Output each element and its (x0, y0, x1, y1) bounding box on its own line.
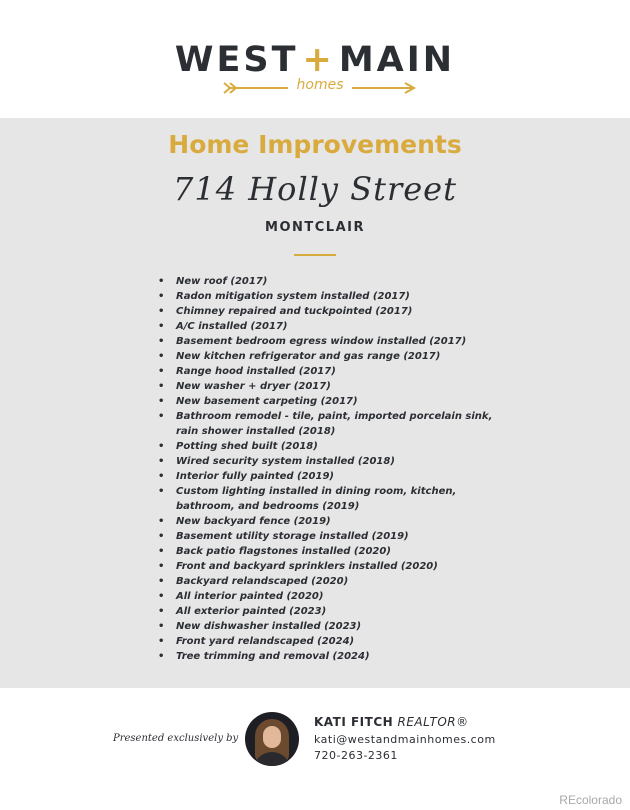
list-item: • New kitchen refrigerator and gas range (2017) (158, 349, 503, 364)
avatar-face (263, 726, 281, 748)
list-item: • New roof (2017) (158, 274, 503, 289)
page-title: Home Improvements (168, 130, 462, 159)
list-item: • Back patio flagstones installed (2020) (158, 544, 503, 559)
agent-name-line (314, 715, 469, 729)
list-item: • All interior painted (2020) (158, 589, 503, 604)
agent-name: KATI FITCH (314, 715, 394, 729)
list-item: • A/C installed (2017) (158, 319, 503, 334)
list-item: • New basement carpeting (2017) (158, 394, 503, 409)
watermark: REcolorado (559, 793, 622, 807)
list-item: • Backyard relandscaped (2020) (158, 574, 503, 589)
agent-title: REALTOR® (397, 715, 469, 729)
list-item: • Front and backyard sprinklers installed (2020) (158, 559, 503, 574)
list-item: • Bathroom remodel - tile, paint, imported porcelain sink, rain shower installed (2018) (158, 409, 503, 439)
list-item: • Potting shed built (2018) (158, 439, 503, 454)
list-item: • Wired security system installed (2018) (158, 454, 503, 469)
list-item: • Tree trimming and removal (2024) (158, 649, 503, 664)
title-divider (294, 254, 336, 256)
list-item: • Radon mitigation system installed (2017) (158, 289, 503, 304)
agent-email-link[interactable]: kati@westandmainhomes.com (314, 733, 496, 746)
header (0, 0, 630, 118)
logo-word-main: MAIN (338, 40, 456, 80)
improvements-list (158, 274, 503, 664)
agent-avatar (245, 712, 299, 766)
logo-plus: + (302, 40, 335, 80)
list-item: • Basement bedroom egress window installed (2017) (158, 334, 503, 349)
logo-word-west: WEST (174, 40, 299, 80)
presented-by-label: Presented exclusively by (113, 733, 239, 744)
list-item: • Front yard relandscaped (2024) (158, 634, 503, 649)
agent-phone-link[interactable]: 720-263-2361 (314, 749, 398, 762)
list-item: • New washer + dryer (2017) (158, 379, 503, 394)
logo-sub-text: homes (296, 77, 344, 93)
property-city: MONTCLAIR (265, 220, 365, 235)
list-item: • Interior fully painted (2019) (158, 469, 503, 484)
list-item: • Chimney repaired and tuckpointed (2017) (158, 304, 503, 319)
property-address: 714 Holly Street (173, 170, 457, 208)
list-item: • Basement utility storage installed (2019) (158, 529, 503, 544)
list-item: • All exterior painted (2023) (158, 604, 503, 619)
logo-arrow-icon (222, 76, 418, 98)
list-item: • New backyard fence (2019) (158, 514, 503, 529)
list-item: • New dishwasher installed (2023) (158, 619, 503, 634)
list-item: • Custom lighting installed in dining room, kitchen, bathroom, and bedrooms (2019) (158, 484, 503, 514)
list-item: • Range hood installed (2017) (158, 364, 503, 379)
